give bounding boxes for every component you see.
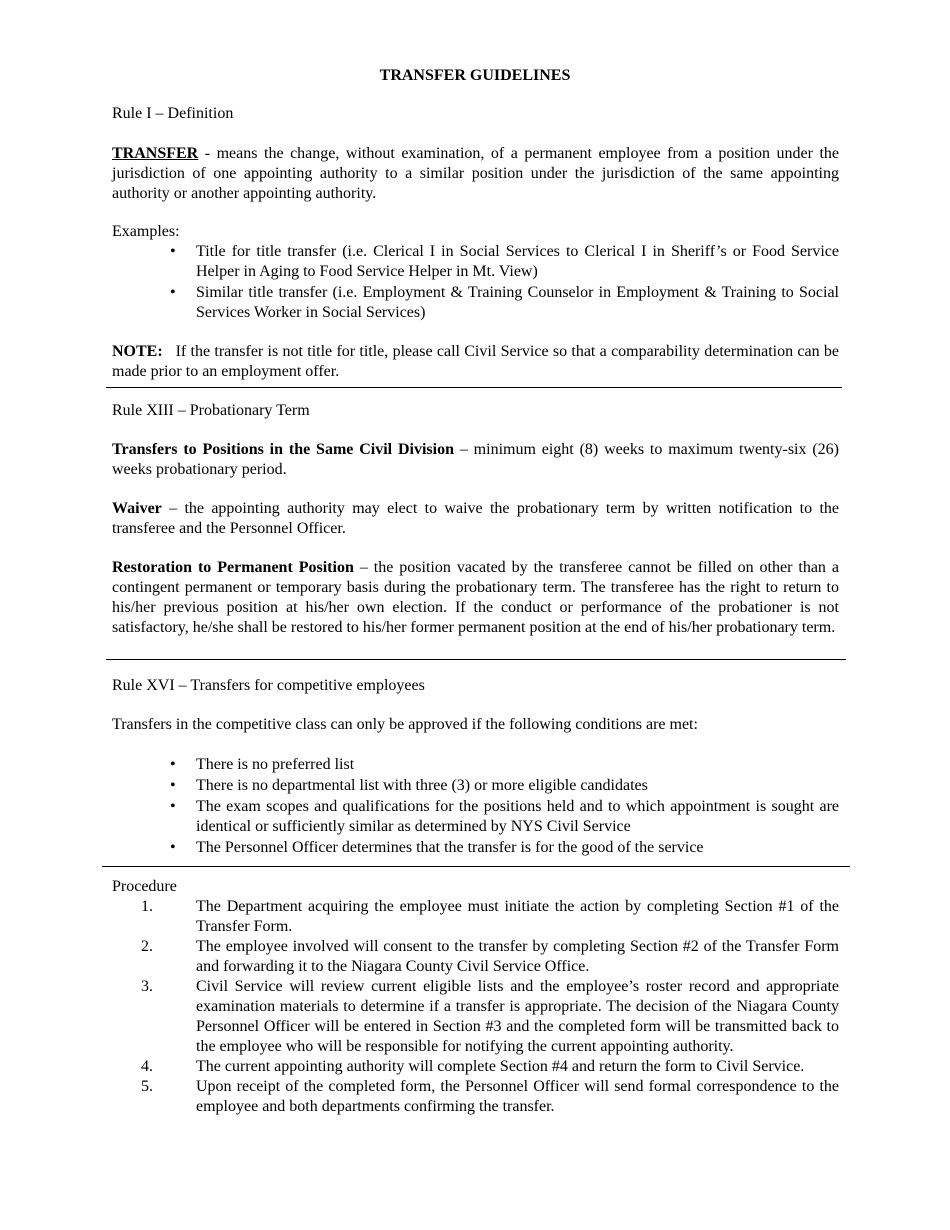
condition-text: The exam scopes and qualifications for the positions held and to which appointment is sought are identical or sufficiently similar as determined by NYS Civil Service — [196, 798, 839, 835]
transfer-term: TRANSFER — [112, 145, 199, 162]
step-number: 1. — [141, 898, 153, 915]
rule1-heading: Rule I – Definition — [112, 105, 234, 122]
section-divider — [106, 387, 842, 388]
page-title: TRANSFER GUIDELINES — [379, 67, 571, 84]
step-text: Upon receipt of the completed form, the Personnel Officer will send formal correspondence to the employee and both departments confirming the transfer. — [196, 1078, 839, 1115]
note-text: If the transfer is not title for title, please call Civil Service so that a comparability determination can be made prior to an employment offer. — [112, 343, 840, 380]
waiver-text: – the appointing authority may elect to waive the probationary term by written notification to the transferee and the Personnel Officer. — [112, 500, 839, 537]
procedure-list — [112, 897, 839, 1117]
waiver — [112, 499, 839, 539]
condition-text: There is no preferred list — [196, 756, 355, 773]
restoration-label: Restoration to Permanent Position — [112, 559, 354, 576]
restoration-text: – the position vacated by the transferee cannot be filled on other than a contingent permanent or temporary basis during the probationary term. The transferee has the right to return to his/her previous position at his/her own election. If the conduct or performance of the probationer is not satisfactory, he/she shall be restored to his/her former permanent position at the end of his/her probationary term. — [112, 559, 839, 636]
condition-text: There is no departmental list with three (3) or more eligible candidates — [196, 777, 648, 794]
waiver-label: Waiver — [112, 500, 162, 517]
list-item — [112, 838, 839, 858]
list-item — [112, 283, 839, 323]
bullet-icon: • — [170, 756, 176, 773]
procedure-step — [112, 977, 839, 1057]
list-item — [112, 242, 839, 282]
bullet-icon: • — [170, 839, 176, 856]
procedure-step — [112, 1077, 839, 1117]
rule16-heading: Rule XVI – Transfers for competitive employees — [112, 677, 425, 694]
step-text: The Department acquiring the employee must initiate the action by completing Section #1 of the Transfer Form. — [196, 898, 839, 935]
bullet-icon: • — [170, 243, 176, 260]
procedure-step — [112, 937, 839, 977]
rule16-intro: Transfers in the competitive class can only be approved if the following conditions are met: — [112, 716, 698, 733]
condition-text: The Personnel Officer determines that the transfer is for the good of the service — [196, 839, 704, 856]
list-item — [112, 797, 839, 837]
section-divider — [102, 866, 850, 867]
restoration — [112, 558, 839, 638]
list-item — [112, 776, 839, 796]
conditions-list — [112, 755, 839, 858]
note-label: NOTE: — [112, 343, 163, 360]
example-text: Title for title transfer (i.e. Clerical I in Social Services to Clerical I in Sheriff’s or Food Service Helper in Aging to Food Service Helper in Mt. View) — [196, 243, 839, 280]
step-text: Civil Service will review current eligible lists and the employee’s roster record and appropriate examination materials to determine if a transfer is appropriate. The decision of the Niagara County Personnel Officer will be entered in Section #3 and the completed form will be transmitted back to the employee who will be responsible for notifying the current appointing authority. — [196, 978, 839, 1055]
bullet-icon: • — [170, 284, 176, 301]
list-item — [112, 755, 839, 775]
transfer-definition-text: - means the change, without examination, of a permanent employee from a position under the jurisdiction of one appointing authority to a similar position under the jurisdiction of the same appointing authority or another appointing authority. — [112, 145, 839, 202]
transfer-definition — [112, 144, 839, 204]
probation-same-division-text: – minimum eight (8) weeks to maximum twenty-six (26) weeks probationary period. — [112, 441, 840, 478]
probation-same-division-label: Transfers to Positions in the Same Civil Division — [112, 441, 454, 458]
example-text: Similar title transfer (i.e. Employment & Training Counselor in Employment & Training to Social Services Worker in Social Services) — [196, 284, 839, 321]
step-number: 3. — [141, 978, 153, 995]
note — [112, 342, 839, 382]
bullet-icon: • — [170, 777, 176, 794]
rule13-heading: Rule XIII – Probationary Term — [112, 402, 310, 419]
section-divider — [106, 659, 846, 660]
probation-same-division — [112, 440, 839, 480]
examples-label: Examples: — [112, 223, 180, 240]
step-number: 4. — [141, 1058, 153, 1075]
step-text: The current appointing authority will complete Section #4 and return the form to Civil Service. — [196, 1058, 805, 1075]
examples-list — [112, 242, 839, 323]
procedure-step — [112, 897, 839, 937]
step-number: 5. — [141, 1078, 153, 1095]
step-number: 2. — [141, 938, 153, 955]
procedure-heading: Procedure — [112, 878, 177, 895]
bullet-icon: • — [170, 798, 176, 815]
step-text: The employee involved will consent to the transfer by completing Section #2 of the Transfer Form and forwarding it to the Niagara County Civil Service Office. — [196, 938, 839, 975]
procedure-step — [112, 1057, 839, 1077]
